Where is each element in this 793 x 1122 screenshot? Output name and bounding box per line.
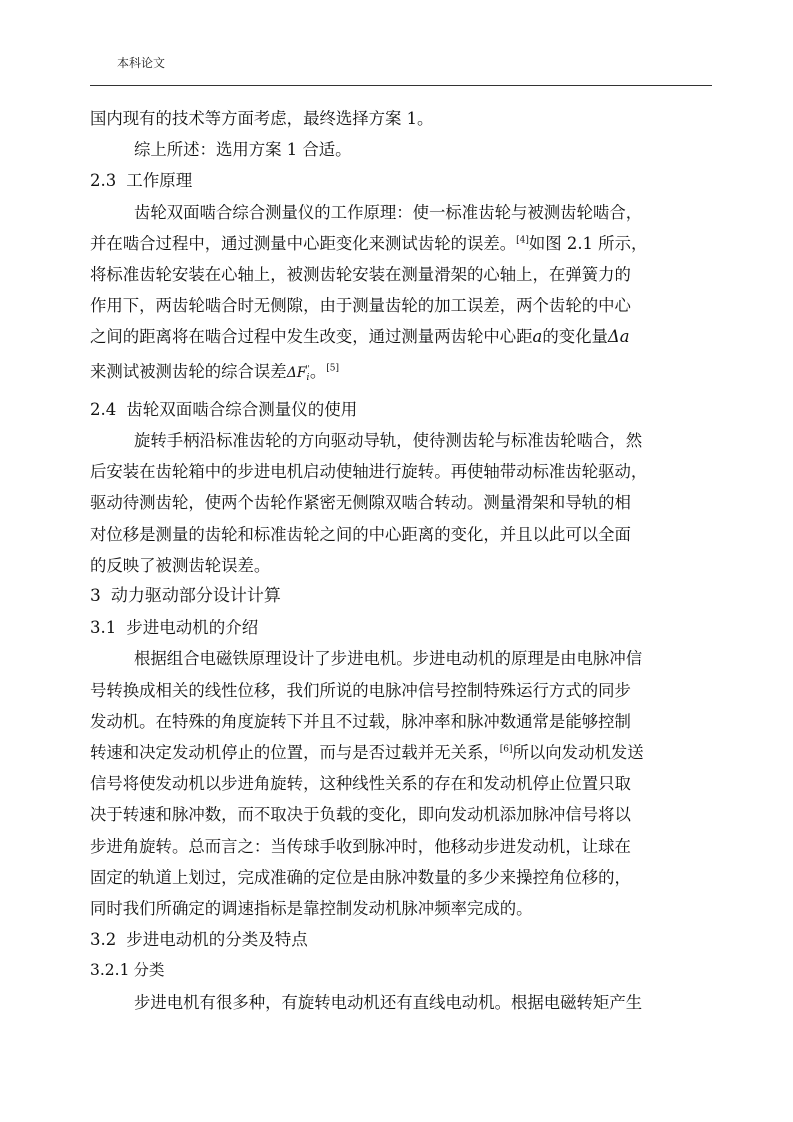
paragraph-line: 决于转速和脉冲数，而不取决于负载的变化，即向发动机添加脉冲信号将以: [90, 805, 631, 825]
paragraph-line: 步进角旋转。总而言之：当传球手收到脉冲时，他移动步进发动机，让球在: [90, 836, 631, 856]
paragraph-line: 的反映了被测齿轮误差。: [90, 555, 271, 575]
running-header: 本科论文: [117, 56, 166, 70]
section-title: 工作原理: [126, 171, 193, 191]
body-content: [90, 103, 720, 1018]
paragraph-line: [90, 737, 720, 768]
section-number: 2.4: [90, 399, 117, 419]
variable-a: a: [532, 327, 543, 347]
paragraph-line: 信号将使发动机以步进角旋转，这种线性关系的存在和发动机停止位置只取: [90, 774, 631, 794]
formula-base: ΔF: [286, 364, 307, 381]
section-number: 2.3: [90, 171, 117, 191]
paragraph-line: 固定的轨道上划过，完成准确的定位是由脉冲数量的多少来操控角位移的，: [90, 867, 631, 887]
paragraph-line: 国内现有的技术等方面考虑，最终选择方案 1。: [90, 109, 434, 128]
section-heading-3-1: [90, 612, 720, 643]
paragraph-line: 将标准齿轮安装在心轴上，被测齿轮安装在测量滑架的心轴上，在弹簧力的: [90, 265, 631, 285]
formula-superscript: '': [305, 363, 310, 373]
paragraph-line: 齿轮双面啮合综合测量仪的工作原理：使一标准齿轮与被测齿轮啮合，: [134, 202, 643, 222]
section-title: 步进电动机的介绍: [126, 618, 259, 638]
citation-ref-4: [4]: [516, 235, 529, 246]
text-run: 所以向发动机发送: [512, 743, 644, 763]
text-run: 转速和决定发动机停止的位置，而与是否过载并无关系，: [90, 743, 500, 763]
formula-subscript: i: [306, 372, 310, 383]
paragraph-line: [90, 321, 720, 352]
text-run: 的变化量: [542, 327, 608, 347]
text-run: 来测试被测齿轮的综合误差: [90, 361, 287, 381]
paragraph-line: 后安装在齿轮箱中的步进电机启动使轴进行旋转。再使轴带动标准齿轮驱动，: [90, 462, 648, 482]
text-run: 之间的距离将在啮合过程中发生改变，通过测量两齿轮中心距: [90, 327, 533, 347]
paragraph-line: 驱动待测齿轮，使两个齿轮作紧密无侧隙双啮合转动。测量滑架和导轨的相: [90, 493, 631, 513]
section-number: 3.2.1: [90, 961, 130, 980]
section-title: 动力驱动部分设计计算: [110, 586, 281, 607]
section-title: 齿轮双面啮合综合测量仪的使用: [126, 399, 358, 419]
citation-ref-5: [5]: [326, 363, 339, 374]
section-number: 3.1: [90, 618, 117, 638]
paragraph-line: 综上所述：选用方案 1 合适。: [134, 140, 352, 160]
section-heading-3: [90, 581, 720, 612]
variable-delta-fi: [287, 365, 310, 381]
section-heading-3-2: [90, 924, 720, 955]
text-run: 。: [309, 361, 327, 381]
text-run: 并在啮合过程中，通过测量中心距变化来测试齿轮的误差。: [90, 233, 517, 253]
section-heading-2-4: [90, 394, 720, 425]
header-rule: [90, 85, 712, 86]
section-title: 分类: [133, 961, 165, 980]
paragraph-line: 号转换成相关的线性位移，我们所说的电脉冲信号控制特殊运行方式的同步: [90, 680, 631, 700]
paragraph-line: 同时我们所确定的调速指标是靠控制发动机脉冲频率完成的。: [90, 899, 533, 919]
section-number: 3: [90, 586, 101, 607]
section-number: 3.2: [90, 930, 117, 950]
paragraph-line: [90, 228, 720, 259]
text-run: 如图 2.1 所示，: [528, 233, 648, 253]
paragraph-line: 步进电机有很多种，有旋转电动机还有直线电动机。根据电磁转矩产生: [134, 992, 643, 1012]
section-heading-2-3: [90, 165, 720, 196]
paragraph-line: 对位移是测量的齿轮和标准齿轮之间的中心距离的变化，并且以此可以全面: [90, 524, 631, 544]
section-heading-3-2-1: [90, 955, 720, 986]
paragraph-line: [90, 353, 720, 394]
variable-delta-a: Δa: [607, 327, 630, 347]
section-title: 步进电动机的分类及特点: [126, 930, 308, 950]
paragraph-line: 旋转手柄沿标准齿轮的方向驱动导轨，使待测齿轮与标准齿轮啮合，然: [134, 431, 643, 451]
paragraph-line: 根据组合电磁铁原理设计了步进电机。步进电动机的原理是由电脉冲信: [134, 649, 643, 669]
paragraph-line: 发动机。在特殊的角度旋转下并且不过载，脉冲率和脉冲数通常是能够控制: [90, 711, 631, 731]
citation-ref-6: [6]: [499, 744, 513, 755]
paragraph-line: 作用下，两齿轮啮合时无侧隙，由于测量齿轮的加工误差，两个齿轮的中心: [90, 296, 631, 316]
